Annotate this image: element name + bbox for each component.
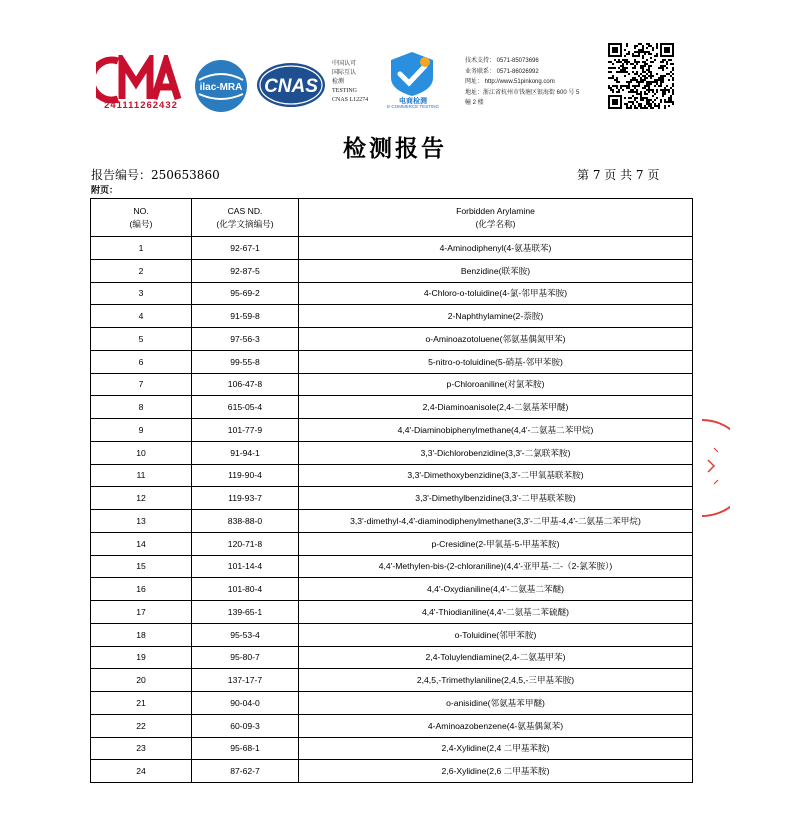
table-row [91, 669, 693, 692]
row-number: 22 [91, 714, 192, 737]
chemical-name: 3,3'-dimethyl-4,4'-diaminodiphenylmethane(3,3'-二甲基-4,4'-二氨基二苯甲烷) [299, 510, 693, 533]
chemical-name: 4-Aminodiphenyl(4-氨基联苯) [299, 237, 693, 260]
row-number: 3 [91, 282, 192, 305]
cas-number: 106-47-8 [192, 373, 299, 396]
cas-number: 119-93-7 [192, 487, 299, 510]
row-number: 16 [91, 578, 192, 601]
chemical-name: o-Aminoazotoluene(邻氨基偶氮甲苯) [299, 328, 693, 351]
chemical-name: p-Cresidine(2-甲氧基-5-甲基苯胺) [299, 532, 693, 555]
ecommerce-testing-label: 电商检测 [399, 98, 427, 105]
cas-number: 120-71-8 [192, 532, 299, 555]
row-number: 9 [91, 419, 192, 442]
chemical-name: 2,4-Toluylendiamine(2,4-二氨基甲苯) [299, 646, 693, 669]
table-row [91, 282, 693, 305]
table-header-row [91, 199, 693, 237]
table-row [91, 692, 693, 715]
cas-number: 97-56-3 [192, 328, 299, 351]
table-row [91, 259, 693, 282]
cas-number: 90-04-0 [192, 692, 299, 715]
column-header-name: Forbidden Arylamine (化学名称) [299, 199, 693, 237]
cnas-logo [255, 60, 327, 110]
row-number: 6 [91, 350, 192, 373]
table-row [91, 646, 693, 669]
chemical-name: 5-nitro-o-toluidine(5-硝基-邻甲苯胺) [299, 350, 693, 373]
cas-number: 95-80-7 [192, 646, 299, 669]
chemical-name: o-anisidine(邻氨基苯甲醚) [299, 692, 693, 715]
table-row [91, 350, 693, 373]
chemical-name: 4,4'-Methylen-bis-(2-chloraniline)(4,4'-亚甲基-二-（2-氯苯胺）) [299, 555, 693, 578]
row-number: 8 [91, 396, 192, 419]
table-row [91, 441, 693, 464]
appendix-label: 附页： [91, 185, 119, 195]
table-row [91, 237, 693, 260]
contact-info: 技术支持： 0571-85073696 业务联系： 0571-86026992 网址： http://www.51pinkong.com 地址：浙江省杭州市钱塘区银海街 600 号 5 幢 2 楼 [465, 58, 580, 106]
row-number: 7 [91, 373, 192, 396]
cas-number: 615-05-4 [192, 396, 299, 419]
chemical-name: 2,4-Diaminoanisole(2,4-二氨基苯甲醚) [299, 396, 693, 419]
table-row [91, 532, 693, 555]
cas-number: 92-87-5 [192, 259, 299, 282]
row-number: 11 [91, 464, 192, 487]
chemical-name: 3,3'-Dichlorobenzidine(3,3'-二氯联苯胺) [299, 441, 693, 464]
chemical-name: 2-Naphthylamine(2-萘胺) [299, 305, 693, 328]
cas-number: 91-94-1 [192, 441, 299, 464]
chemical-name: 4,4'-Oxydianiline(4,4'-二氨基二苯醚) [299, 578, 693, 601]
row-number: 13 [91, 510, 192, 533]
chemical-name: o-Toluidine(邻甲苯胺) [299, 623, 693, 646]
row-number: 19 [91, 646, 192, 669]
table-row [91, 419, 693, 442]
table-row [91, 601, 693, 624]
table-row [91, 464, 693, 487]
row-number: 2 [91, 259, 192, 282]
table-row [91, 714, 693, 737]
page-title: 检测报告 [343, 135, 447, 162]
cas-number: 60-09-3 [192, 714, 299, 737]
cas-number: 95-69-2 [192, 282, 299, 305]
chemical-name: 3,3'-Dimethylbenzidine(3,3'-二甲基联苯胺) [299, 487, 693, 510]
column-header-no: NO. (编号) [91, 199, 192, 237]
page-number: 第 7 页 共 7 页 [577, 168, 660, 182]
svg-text:CNAS: CNAS [264, 76, 318, 97]
chemical-name: 4,4'-Thiodianiline(4,4'-二氨基二苯硫醚) [299, 601, 693, 624]
cas-number: 137-17-7 [192, 669, 299, 692]
row-number: 1 [91, 237, 192, 260]
qr-code-icon [608, 43, 674, 109]
table-row [91, 487, 693, 510]
table-row [91, 760, 693, 783]
row-number: 15 [91, 555, 192, 578]
row-number: 14 [91, 532, 192, 555]
row-number: 12 [91, 487, 192, 510]
cnas-accreditation-text: 中国认可 国际互认 检测 TESTING CNAS L12274 [332, 61, 369, 103]
cas-number: 838-88-0 [192, 510, 299, 533]
cma-number: 241111262432 [104, 100, 178, 111]
ecommerce-testing-sub: E-COMMERCE TESTING [387, 104, 439, 109]
chemical-name: Benzidine(联苯胺) [299, 259, 693, 282]
seal-stamp [700, 418, 730, 518]
cas-number: 99-55-8 [192, 350, 299, 373]
table-row [91, 396, 693, 419]
column-header-cas: CAS ND. (化学文摘编号) [192, 199, 299, 237]
chemical-name: 2,4,5,-Trimethylaniline(2,4,5,-三甲基苯胺) [299, 669, 693, 692]
cas-number: 119-90-4 [192, 464, 299, 487]
row-number: 23 [91, 737, 192, 760]
cas-number: 101-80-4 [192, 578, 299, 601]
chemical-name: 2,6-Xylidine(2,6 二甲基苯胺) [299, 760, 693, 783]
cas-number: 92-67-1 [192, 237, 299, 260]
row-number: 10 [91, 441, 192, 464]
row-number: 21 [91, 692, 192, 715]
table-row [91, 373, 693, 396]
row-number: 4 [91, 305, 192, 328]
row-number: 17 [91, 601, 192, 624]
chemical-name: p-Chloroaniline(对氯苯胺) [299, 373, 693, 396]
arylamine-table [90, 198, 693, 783]
row-number: 24 [91, 760, 192, 783]
cas-number: 87-62-7 [192, 760, 299, 783]
cas-number: 95-68-1 [192, 737, 299, 760]
cas-number: 101-14-4 [192, 555, 299, 578]
table-row [91, 578, 693, 601]
chemical-name: 4-Aminoazobenzene(4-氨基偶氮苯) [299, 714, 693, 737]
table-row [91, 623, 693, 646]
chemical-name: 4-Chloro-o-toluidine(4-氯-邻甲基苯胺) [299, 282, 693, 305]
chemical-name: 4,4'-Diaminobiphenylmethane(4,4'-二氨基二苯甲烷) [299, 419, 693, 442]
row-number: 18 [91, 623, 192, 646]
chemical-name: 2,4-Xylidine(2,4 二甲基苯胺) [299, 737, 693, 760]
ilac-mra-logo [193, 58, 249, 114]
cas-number: 101-77-9 [192, 419, 299, 442]
row-number: 20 [91, 669, 192, 692]
row-number: 5 [91, 328, 192, 351]
svg-text:ilac-MRA: ilac-MRA [199, 82, 243, 93]
cas-number: 95-53-4 [192, 623, 299, 646]
report-number: 报告编号：250653860 [91, 168, 220, 182]
cas-number: 91-59-8 [192, 305, 299, 328]
chemical-name: 3,3'-Dimethoxybenzidine(3,3'-二甲氧基联苯胺) [299, 464, 693, 487]
table-row [91, 328, 693, 351]
table-row [91, 510, 693, 533]
cas-number: 139-65-1 [192, 601, 299, 624]
table-row [91, 305, 693, 328]
table-row [91, 737, 693, 760]
table-row [91, 555, 693, 578]
